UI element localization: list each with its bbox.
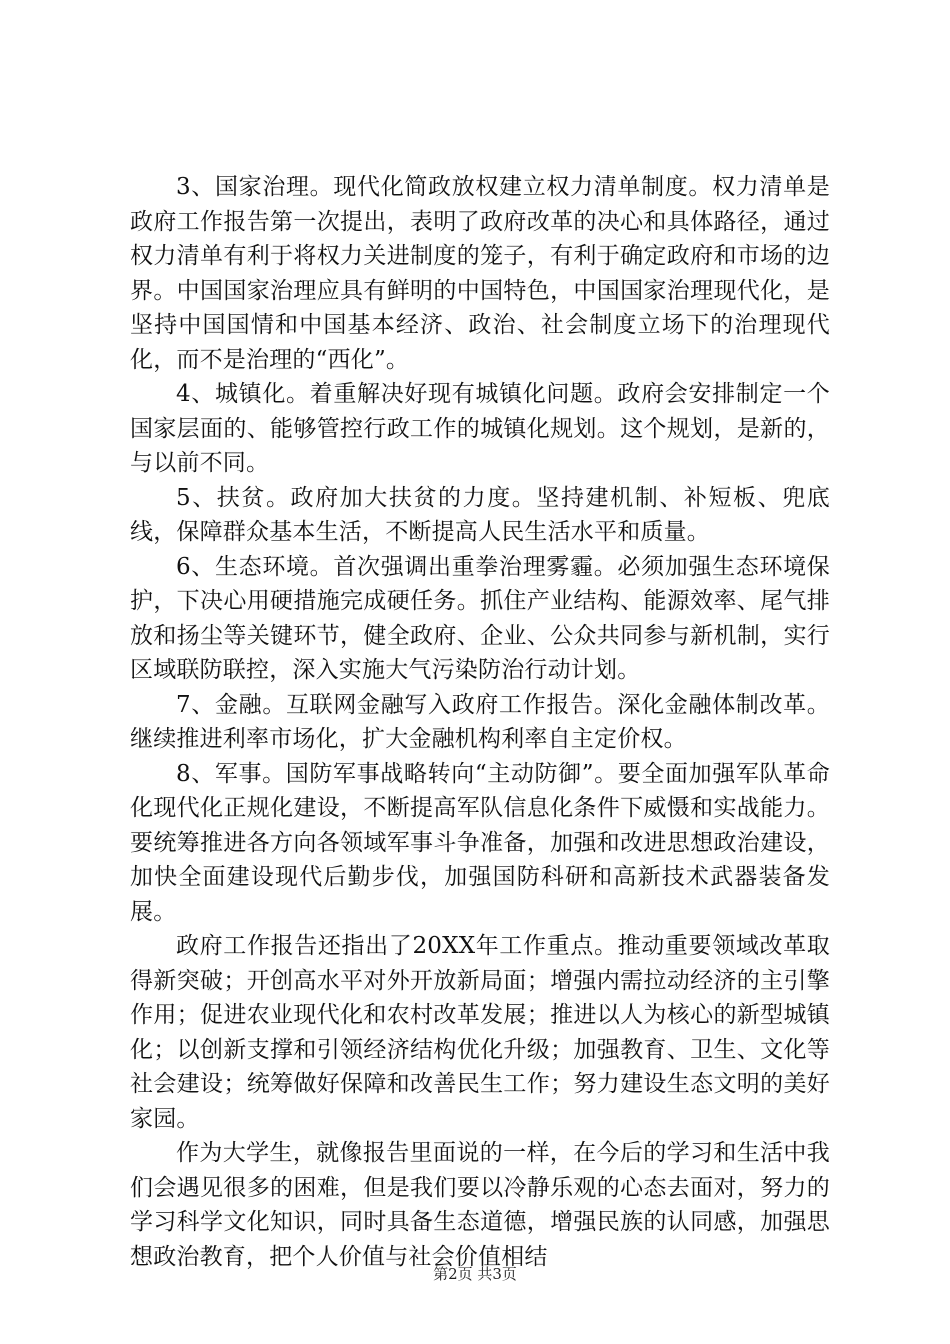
paragraph-ecology: 6、生态环境。首次强调出重拳治理雾霾。必须加强生态环境保护，下决心用硬措施完成硬任务。抓住产业结构、能源效率、尾气排放和扬尘等关键环节，健全政府、企业、公众共同参与新机制，实行区域联防联控，深入实施大气污染防治行动计划。 — [130, 553, 830, 683]
paragraph-poverty-alleviation: 5、扶贫。政府加大扶贫的力度。坚持建机制、补短板、兜底线，保障群众基本生活，不断提高人民生活水平和质量。 — [130, 484, 830, 545]
page-number-footer: 第2页 共3页 — [433, 1265, 517, 1283]
paragraph-military: 8、军事。国防军事战略转向“主动防御”。要全面加强军队革命化现代化正规化建设，不断提高军队信息化条件下威慑和实战能力。要统筹推进各方向各领域军事斗争准备，加强和改进思想政治建设，加快全面建设现代后勤步伐，加强国防科研和高新技术武器装备发展。 — [130, 760, 830, 925]
document-body — [130, 170, 830, 1274]
paragraph-national-governance: 3、国家治理。现代化简政放权建立权力清单制度。权力清单是政府工作报告第一次提出，表明了政府改革的决心和具体路径，通过权力清单有利于将权力关进制度的笼子，有利于确定政府和市场的边界。中国国家治理应具有鲜明的中国特色，中国国家治理现代化，是坚持中国国情和中国基本经济、政治、社会制度立场下的治理现代化，而不是治理的“西化”。 — [130, 174, 830, 373]
paragraph-student-reflection: 作为大学生，就像报告里面说的一样，在今后的学习和生活中我们会遇见很多的困难，但是我们要以冷静乐观的心态去面对，努力的学习科学文化知识，同时具备生态道德，增强民族的认同感，加强思想政治教育，把个人价值与社会价值相结 — [130, 1140, 830, 1270]
paragraph-work-priorities: 政府工作报告还指出了20XX年工作重点。推动重要领域改革取得新突破；开创高水平对外开放新局面；增强内需拉动经济的主引擎作用；促进农业现代化和农村改革发展；推进以人为核心的新型城镇化；以创新支撑和引领经济结构优化升级；加强教育、卫生、文化等社会建设；统筹做好保障和改善民生工作；努力建设生态文明的美好家园。 — [130, 933, 830, 1132]
paragraph-urbanization: 4、城镇化。着重解决好现有城镇化问题。政府会安排制定一个国家层面的、能够管控行政工作的城镇化规划。这个规划，是新的，与以前不同。 — [130, 381, 830, 476]
paragraph-finance: 7、金融。互联网金融写入政府工作报告。深化金融体制改革。继续推进利率市场化，扩大金融机构利率自主定价权。 — [130, 691, 830, 752]
